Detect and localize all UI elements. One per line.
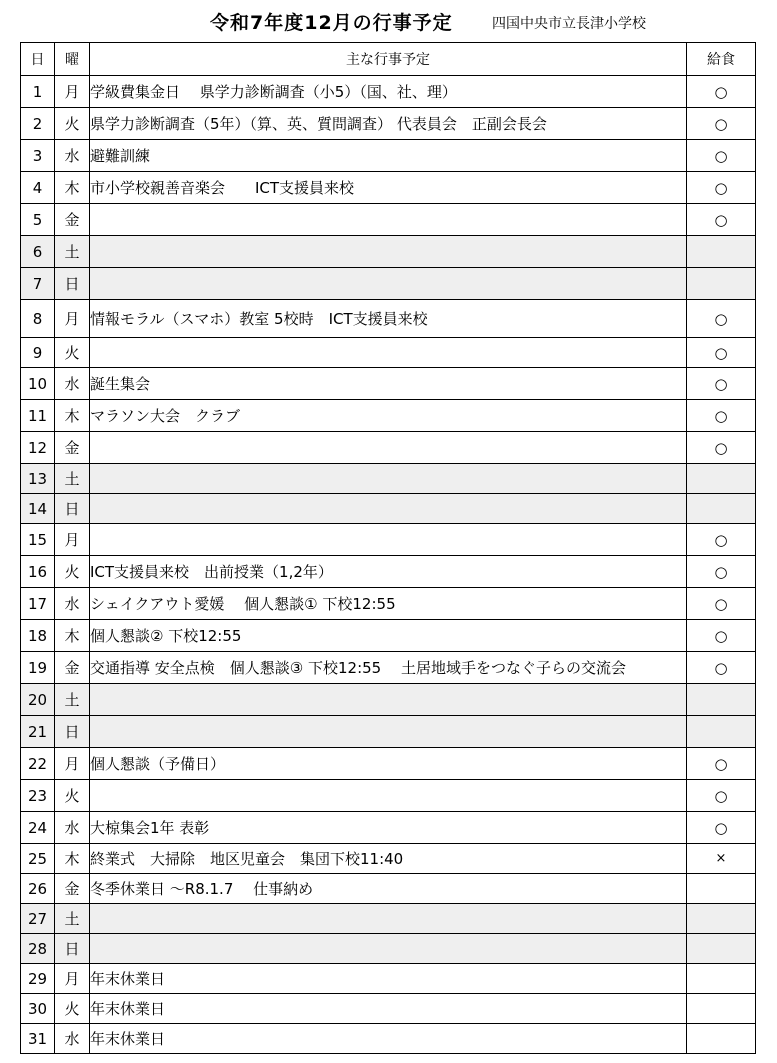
day-cell: 14 bbox=[21, 494, 55, 524]
column-header-weekday: 曜 bbox=[55, 43, 90, 76]
lunch-cell: ○ bbox=[687, 620, 756, 652]
day-cell: 22 bbox=[21, 748, 55, 780]
table-row bbox=[21, 524, 756, 556]
table-row bbox=[21, 268, 756, 300]
lunch-cell: ○ bbox=[687, 338, 756, 368]
events-cell: 冬季休業日 ～R8.1.7 仕事納め bbox=[90, 874, 687, 904]
table-row bbox=[21, 934, 756, 964]
column-header-events: 主な行事予定 bbox=[90, 43, 687, 76]
table-row bbox=[21, 588, 756, 620]
day-cell: 17 bbox=[21, 588, 55, 620]
day-cell: 23 bbox=[21, 780, 55, 812]
day-cell: 24 bbox=[21, 812, 55, 844]
lunch-cell: ○ bbox=[687, 812, 756, 844]
table-header-row bbox=[21, 43, 756, 76]
day-cell: 19 bbox=[21, 652, 55, 684]
day-cell: 1 bbox=[21, 76, 55, 108]
events-cell: 個人懇談（予備日） bbox=[90, 748, 687, 780]
events-cell: 避難訓練 bbox=[90, 140, 687, 172]
lunch-cell: ○ bbox=[687, 76, 756, 108]
lunch-cell: ○ bbox=[687, 204, 756, 236]
events-cell: ICT支援員来校 出前授業（1,2年） bbox=[90, 556, 687, 588]
lunch-cell: ○ bbox=[687, 556, 756, 588]
events-cell bbox=[90, 716, 687, 748]
events-cell: 情報モラル（スマホ）教室 5校時 ICT支援員来校 bbox=[90, 300, 687, 338]
schedule-body bbox=[21, 76, 756, 1054]
weekday-cell: 月 bbox=[55, 300, 90, 338]
weekday-cell: 火 bbox=[55, 780, 90, 812]
document-header bbox=[0, 0, 777, 42]
events-cell bbox=[90, 464, 687, 494]
events-cell: 年末休業日 bbox=[90, 1024, 687, 1054]
events-cell bbox=[90, 204, 687, 236]
day-cell: 3 bbox=[21, 140, 55, 172]
day-cell: 7 bbox=[21, 268, 55, 300]
table-row bbox=[21, 368, 756, 400]
lunch-cell: ○ bbox=[687, 588, 756, 620]
day-cell: 6 bbox=[21, 236, 55, 268]
table-row bbox=[21, 812, 756, 844]
lunch-cell: ○ bbox=[687, 524, 756, 556]
lunch-cell: × bbox=[687, 844, 756, 874]
day-cell: 25 bbox=[21, 844, 55, 874]
weekday-cell: 月 bbox=[55, 748, 90, 780]
weekday-cell: 木 bbox=[55, 400, 90, 432]
weekday-cell: 土 bbox=[55, 684, 90, 716]
events-cell bbox=[90, 780, 687, 812]
lunch-cell bbox=[687, 934, 756, 964]
table-row bbox=[21, 844, 756, 874]
table-row bbox=[21, 140, 756, 172]
lunch-cell bbox=[687, 994, 756, 1024]
weekday-cell: 日 bbox=[55, 716, 90, 748]
events-cell: 終業式 大掃除 地区児童会 集団下校11:40 bbox=[90, 844, 687, 874]
weekday-cell: 土 bbox=[55, 236, 90, 268]
day-cell: 8 bbox=[21, 300, 55, 338]
lunch-cell bbox=[687, 874, 756, 904]
weekday-cell: 火 bbox=[55, 556, 90, 588]
day-cell: 11 bbox=[21, 400, 55, 432]
lunch-cell: ○ bbox=[687, 368, 756, 400]
table-row bbox=[21, 684, 756, 716]
day-cell: 5 bbox=[21, 204, 55, 236]
day-cell: 28 bbox=[21, 934, 55, 964]
day-cell: 26 bbox=[21, 874, 55, 904]
table-row bbox=[21, 874, 756, 904]
school-name: 四国中央市立長津小学校 bbox=[492, 16, 646, 32]
weekday-cell: 水 bbox=[55, 812, 90, 844]
day-cell: 16 bbox=[21, 556, 55, 588]
lunch-cell: ○ bbox=[687, 748, 756, 780]
lunch-cell bbox=[687, 684, 756, 716]
events-cell: 県学力診断調査（5年）（算、英、質問調査） 代表員会 正副会長会 bbox=[90, 108, 687, 140]
lunch-cell bbox=[687, 494, 756, 524]
table-row bbox=[21, 494, 756, 524]
lunch-cell bbox=[687, 464, 756, 494]
weekday-cell: 金 bbox=[55, 204, 90, 236]
weekday-cell: 水 bbox=[55, 588, 90, 620]
weekday-cell: 日 bbox=[55, 934, 90, 964]
weekday-cell: 水 bbox=[55, 368, 90, 400]
table-row bbox=[21, 204, 756, 236]
events-cell: 大椋集会1年 表彰 bbox=[90, 812, 687, 844]
events-cell: 誕生集会 bbox=[90, 368, 687, 400]
table-row bbox=[21, 556, 756, 588]
events-cell: 市小学校親善音楽会 ICT支援員来校 bbox=[90, 172, 687, 204]
events-cell bbox=[90, 684, 687, 716]
day-cell: 29 bbox=[21, 964, 55, 994]
lunch-cell bbox=[687, 1024, 756, 1054]
weekday-cell: 水 bbox=[55, 1024, 90, 1054]
weekday-cell: 日 bbox=[55, 494, 90, 524]
lunch-cell bbox=[687, 236, 756, 268]
lunch-cell bbox=[687, 268, 756, 300]
events-cell bbox=[90, 236, 687, 268]
table-row bbox=[21, 432, 756, 464]
table-row bbox=[21, 400, 756, 432]
day-cell: 27 bbox=[21, 904, 55, 934]
page-title: 令和7年度12月の行事予定 bbox=[210, 12, 453, 34]
events-cell bbox=[90, 268, 687, 300]
day-cell: 4 bbox=[21, 172, 55, 204]
table-row bbox=[21, 1024, 756, 1054]
table-row bbox=[21, 236, 756, 268]
events-cell bbox=[90, 494, 687, 524]
lunch-cell: ○ bbox=[687, 652, 756, 684]
weekday-cell: 月 bbox=[55, 964, 90, 994]
weekday-cell: 火 bbox=[55, 108, 90, 140]
table-row bbox=[21, 76, 756, 108]
lunch-cell bbox=[687, 716, 756, 748]
table-row bbox=[21, 904, 756, 934]
table-row bbox=[21, 780, 756, 812]
lunch-cell: ○ bbox=[687, 172, 756, 204]
lunch-cell: ○ bbox=[687, 780, 756, 812]
events-cell bbox=[90, 432, 687, 464]
table-row bbox=[21, 300, 756, 338]
events-cell: マラソン大会 クラブ bbox=[90, 400, 687, 432]
column-header-day: 日 bbox=[21, 43, 55, 76]
weekday-cell: 日 bbox=[55, 268, 90, 300]
day-cell: 2 bbox=[21, 108, 55, 140]
lunch-cell: ○ bbox=[687, 140, 756, 172]
day-cell: 31 bbox=[21, 1024, 55, 1054]
day-cell: 13 bbox=[21, 464, 55, 494]
events-cell bbox=[90, 904, 687, 934]
events-cell: 年末休業日 bbox=[90, 994, 687, 1024]
weekday-cell: 木 bbox=[55, 844, 90, 874]
lunch-cell bbox=[687, 904, 756, 934]
lunch-cell: ○ bbox=[687, 300, 756, 338]
weekday-cell: 土 bbox=[55, 464, 90, 494]
weekday-cell: 水 bbox=[55, 140, 90, 172]
table-row bbox=[21, 620, 756, 652]
weekday-cell: 火 bbox=[55, 338, 90, 368]
day-cell: 12 bbox=[21, 432, 55, 464]
events-cell: 年末休業日 bbox=[90, 964, 687, 994]
schedule-table bbox=[20, 42, 756, 1054]
day-cell: 15 bbox=[21, 524, 55, 556]
events-cell: 個人懇談② 下校12:55 bbox=[90, 620, 687, 652]
table-row bbox=[21, 172, 756, 204]
day-cell: 9 bbox=[21, 338, 55, 368]
table-row bbox=[21, 748, 756, 780]
lunch-cell: ○ bbox=[687, 432, 756, 464]
day-cell: 20 bbox=[21, 684, 55, 716]
events-cell: 交通指導 安全点検 個人懇談③ 下校12:55 土居地域手をつなぐ子らの交流会 bbox=[90, 652, 687, 684]
lunch-cell: ○ bbox=[687, 400, 756, 432]
events-cell: 学級費集金日 県学力診断調査（小5）（国、社、理） bbox=[90, 76, 687, 108]
events-cell bbox=[90, 338, 687, 368]
events-cell: シェイクアウト愛媛 個人懇談① 下校12:55 bbox=[90, 588, 687, 620]
column-header-lunch: 給食 bbox=[687, 43, 756, 76]
day-cell: 10 bbox=[21, 368, 55, 400]
weekday-cell: 金 bbox=[55, 652, 90, 684]
table-row bbox=[21, 716, 756, 748]
lunch-cell bbox=[687, 964, 756, 994]
lunch-cell: ○ bbox=[687, 108, 756, 140]
table-row bbox=[21, 108, 756, 140]
events-cell bbox=[90, 934, 687, 964]
day-cell: 21 bbox=[21, 716, 55, 748]
weekday-cell: 木 bbox=[55, 620, 90, 652]
day-cell: 30 bbox=[21, 994, 55, 1024]
weekday-cell: 木 bbox=[55, 172, 90, 204]
weekday-cell: 月 bbox=[55, 524, 90, 556]
weekday-cell: 月 bbox=[55, 76, 90, 108]
day-cell: 18 bbox=[21, 620, 55, 652]
table-row bbox=[21, 652, 756, 684]
weekday-cell: 金 bbox=[55, 432, 90, 464]
events-cell bbox=[90, 524, 687, 556]
table-row bbox=[21, 464, 756, 494]
table-row bbox=[21, 964, 756, 994]
weekday-cell: 金 bbox=[55, 874, 90, 904]
weekday-cell: 土 bbox=[55, 904, 90, 934]
table-row bbox=[21, 338, 756, 368]
table-row bbox=[21, 994, 756, 1024]
weekday-cell: 火 bbox=[55, 994, 90, 1024]
